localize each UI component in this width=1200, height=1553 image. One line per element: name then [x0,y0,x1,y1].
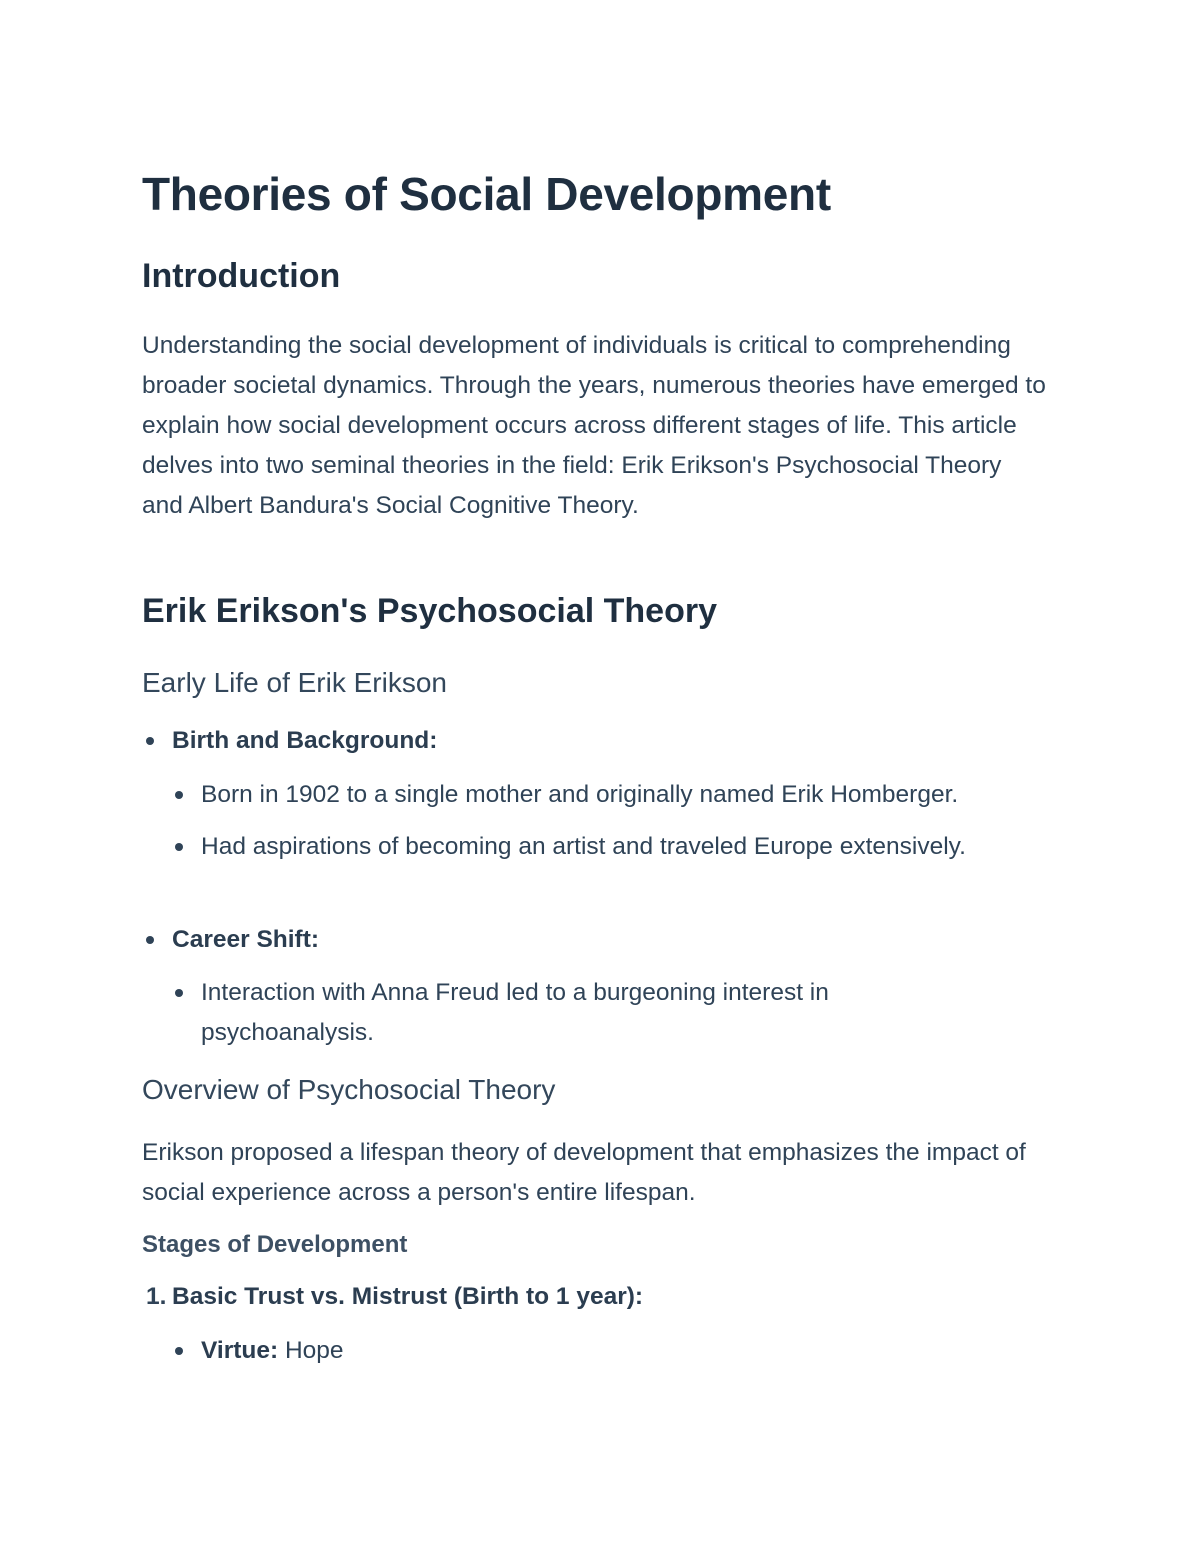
document-title: Theories of Social Development [142,168,831,220]
early-life-heading: Early Life of Erik Erikson [142,667,447,698]
overview-heading: Overview of Psychosocial Theory [142,1074,556,1105]
overview-paragraph: Erikson proposed a lifespan theory of development that emphasizes the impact of social experience across a person's entire lifespan. [142,1139,1026,1206]
list-item-text: Had aspirations of becoming an artist and traveled Europe extensively. [201,833,966,860]
list-item-text: Born in 1902 to a single mother and originally named Erik Homberger. [201,781,959,808]
list-item-label: Career Shift: [172,926,320,953]
bullet-icon [146,737,154,745]
list-item-label: Birth and Background: [172,727,438,754]
list-item [172,721,1032,761]
introduction-paragraph: Understanding the social development of individuals is critical to comprehending broader societal dynamics. Through the years, numerous theories have emerged to explain how social development occurs across different stages of life. This article delves into two seminal theories in the field: Erik Erikson's Psychosocial Theory and Albert Bandura's Social Cognitive Theory. [142,332,1046,519]
list-item [201,827,981,867]
introduction-heading: Introduction [142,257,341,295]
erikson-heading: Erik Erikson's Psychosocial Theory [142,592,717,630]
bullet-icon [175,791,183,799]
list-item [201,973,981,1053]
list-item [201,1331,981,1371]
list-item [146,1277,1032,1317]
bullet-icon [175,1347,183,1355]
bullet-icon [146,936,154,944]
list-item-text: Interaction with Anna Freud led to a burgeoning interest in psychoanalysis. [201,979,829,1046]
stages-heading: Stages of Development [142,1231,408,1258]
list-number: 1. [146,1283,167,1310]
list-item [201,775,981,815]
bullet-icon [175,843,183,851]
list-item-label: Basic Trust vs. Mistrust (Birth to 1 year): [172,1283,644,1310]
list-item [172,920,1032,960]
virtue-value: Hope [284,1337,344,1364]
bullet-icon [175,989,183,997]
virtue-label: Virtue: [201,1337,279,1364]
